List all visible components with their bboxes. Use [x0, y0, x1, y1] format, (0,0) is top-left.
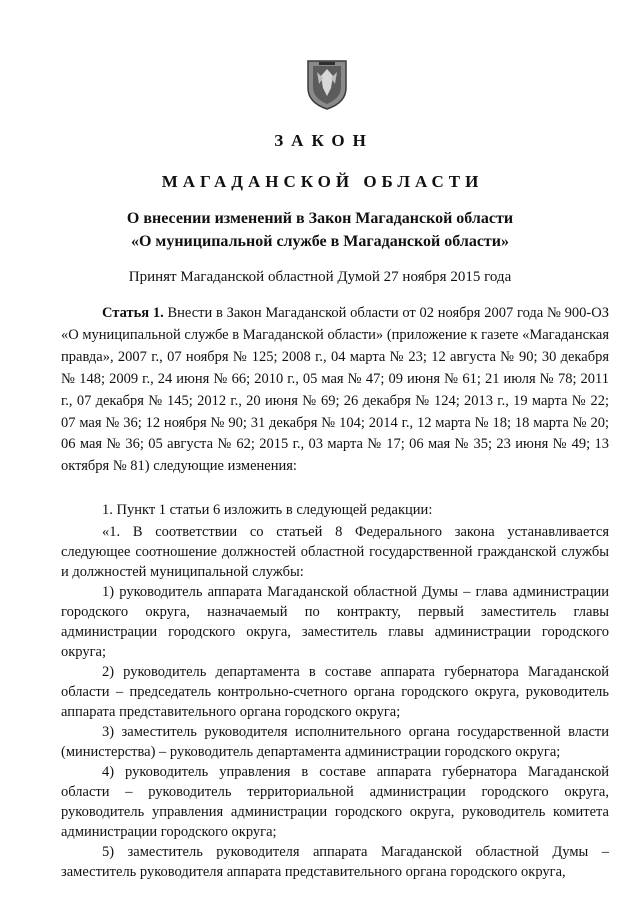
clause-3: 3) заместитель руководителя исполнительного органа государственной власти (министерства) – руководитель департамента администрации городского округа;: [61, 724, 609, 761]
paragraph-spacer: [61, 478, 609, 500]
point-1-paragraph: 1. Пункт 1 статьи 6 изложить в следующей редакции:: [102, 502, 433, 519]
article-1-text: Внести в Закон Магаданской области от 02 ноября 2007 года № 900-ОЗ «О муниципальной службе в Магаданской области» (приложение к газете «Магаданская правда», 2007 г., 07 ноября № 125; 2008 г., 04 марта № 23; 12 августа № 90; 30 декабря № 148; 2009 г., 24 июня № 66; 2010 г., 05 мая № 47; 09 июня № 61; 21 июля № 78; 2011 г., 07 декабря № 145; 2012 г., 20 июня № 69; 26 декабря № 124; 2013 г., 19 марта № 22; 07 мая № 36; 12 ноября № 90; 31 декабря № 104; 2014 г., 12 марта № 18; 18 марта № 20; 06 мая № 36; 05 августа № 62; 2015 г., 03 марта № 17; 06 мая № 35; 23 июня № 49; 13 октября № 81) следующие изменения:: [61, 305, 609, 475]
clause-4: 4) руководитель управления в составе аппарата губернатора Магаданской области – руководитель территориальной администрации городского округа, руководитель управления администрации городского округа, руководитель комитета администрации городского округа;: [61, 764, 609, 841]
adoption-line: Принят Магаданской областной Думой 27 ноября 2015 года: [128, 269, 512, 285]
clause-intro: «1. В соответствии со статьей 8 Федерального закона устанавливается следующее соотношение должностей областной государственной гражданской службы и должностей муниципальной службы:: [61, 524, 609, 581]
coat-of-arms-icon: [305, 58, 349, 110]
subtitle-line-1: О внесении изменений в Закон Магаданской области: [126, 210, 514, 227]
clause-2: 2) руководитель департамента в составе аппарата губернатора Магаданской области – председатель контрольно-счетного органа городского округа, руководитель аппарата представительного органа городского округа;: [61, 664, 609, 721]
subtitle-line-2: «О муниципальной службе в Магаданской области»: [130, 233, 509, 250]
clause-1: 1) руководитель аппарата Магаданской областной Думы – глава администрации городского округа, назначаемый по контракту, первый заместитель главы администрации городского округа, заместитель главы администрации городского округа;: [61, 584, 609, 661]
region-title: МАГАДАНСКОЙ ОБЛАСТИ: [161, 172, 484, 191]
law-subtitle: [0, 207, 640, 253]
clause-5: 5) заместитель руководителя аппарата Магаданской областной Думы – заместитель руководителя аппарата представительного органа городского округа,: [61, 844, 609, 881]
article-1-paragraph: [61, 303, 609, 478]
document-body: [61, 303, 609, 882]
document-title: ЗАКОН: [274, 131, 374, 150]
article-1-label: Статья 1.: [102, 305, 164, 321]
